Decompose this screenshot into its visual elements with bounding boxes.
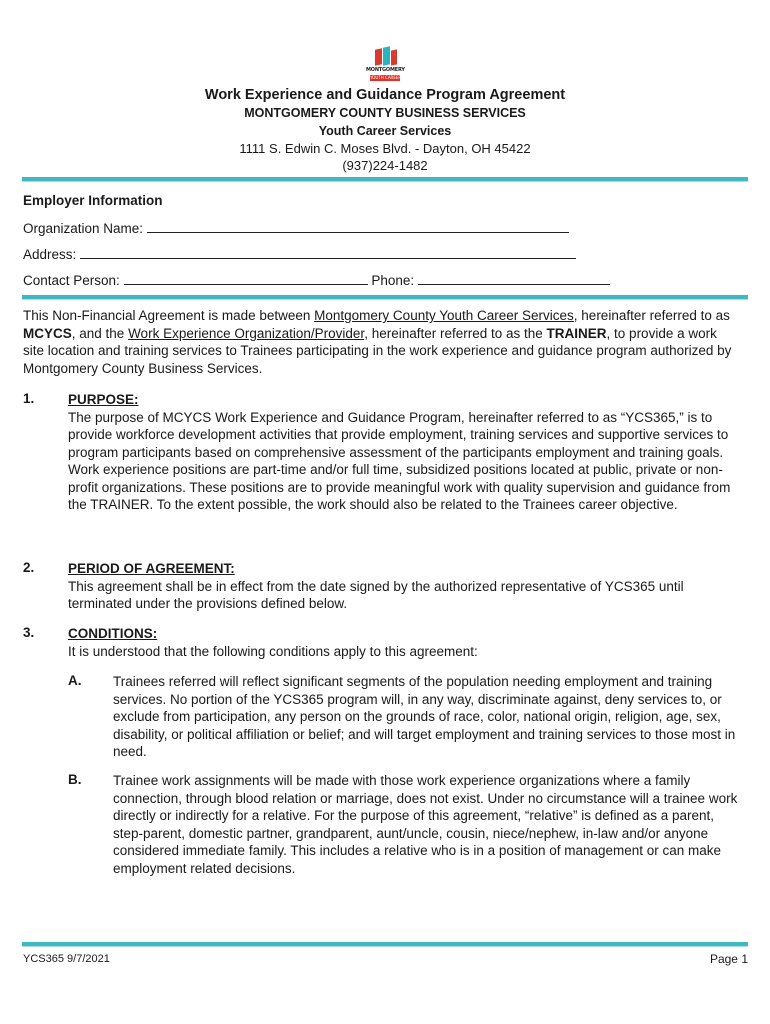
section-2-number: 2. — [23, 560, 35, 575]
condition-b-letter: B. — [68, 772, 82, 787]
page-number: Page 1 — [709, 952, 748, 966]
logo-wordmark: MONTGOMERY — [366, 67, 405, 73]
contact-input-line[interactable] — [124, 272, 368, 285]
section-2-text: This agreement shall be in effect from the date signed by the authorized representative of YCS365 until terminated under the provisions defined below. — [68, 578, 684, 611]
condition-b-text: Trainee work assignments will be made with those work experience organizations where a family connection, through blood relation or marriage, does not exist. Under no circumstance will a trainee work directly or indirectly for a relative. For the purpose of this agreement, “relative” is defined as a parent, step-parent, domestic partner, grandparent, aunt/uncle, cousin, niece/nephew, in-law and/or anyone considered immediate family. This includes a relative who is in a position of management or can make employment related decisions. — [113, 773, 738, 876]
contact-field — [23, 272, 610, 288]
section-1-purpose — [68, 391, 740, 514]
contact-label: Contact Person: — [23, 273, 120, 288]
employer-info-heading: Employer Information — [23, 193, 163, 208]
phone-input-line[interactable] — [418, 272, 610, 285]
divider-middle — [22, 295, 748, 300]
divider-footer — [22, 942, 748, 947]
organization-logo — [364, 46, 422, 88]
org-name-label: Organization Name: — [23, 221, 144, 236]
address-input-line[interactable] — [80, 246, 576, 259]
section-1-text-1: The purpose of MCYCS Work Experience and Guidance Program, hereinafter referred to as “YCS365,” is to provide workforce development activities that provide employment, training services and supportive services to program participants based on comprehensive assessment of the participants employment and training goals. — [68, 409, 729, 460]
provider-full-name: Work Experience Organization/Provider — [128, 325, 365, 341]
organization-phone: (937)224-1482 — [342, 158, 428, 173]
intro-text-4: , hereinafter referred to as the — [364, 325, 547, 341]
document-title: Work Experience and Guidance Program Agreement — [204, 87, 566, 103]
address-field — [23, 246, 576, 262]
form-id: YCS365 9/7/2021 — [23, 953, 110, 965]
organization-name: MONTGOMERY COUNTY BUSINESS SERVICES — [244, 106, 526, 120]
intro-paragraph — [23, 307, 738, 377]
divider-top — [22, 177, 748, 182]
intro-text-1: This Non-Financial Agreement is made between — [23, 308, 315, 323]
intro-text-2: , hereinafter referred to as — [573, 308, 730, 323]
logo-banner: YOUTH CAREER SERVICES — [370, 75, 422, 80]
section-3-conditions — [68, 625, 740, 660]
phone-label: Phone: — [371, 273, 415, 288]
section-1-text-2: Work experience positions are part-time and/or full time, subsidized positions located at public, private or non-profit organizations. These positions are to provide meaningful work with quality supervision and guidance from the TRAINER. To the extent possible, the work should also be related to the Trainees career objective. — [68, 462, 731, 512]
section-3-text: It is understood that the following conditions apply to this agreement: — [68, 643, 478, 659]
logo-red-bar — [375, 48, 382, 65]
mcycs-abbrev: MCYCS — [23, 325, 72, 341]
section-2-period — [68, 560, 740, 613]
trainer-label: TRAINER — [546, 325, 607, 341]
intro-text-5: , to provide a work site location and training services to Trainees participating in the work experience and guidance program authorized by Montgomery County Business Services. — [23, 325, 732, 376]
org-name-input-line[interactable] — [147, 220, 569, 233]
section-2-heading: PERIOD OF AGREEMENT: — [68, 561, 235, 576]
section-1-heading: PURPOSE: — [68, 392, 139, 407]
intro-text-3: , and the — [71, 325, 129, 341]
address-label: Address: — [23, 247, 77, 262]
section-1-number: 1. — [23, 391, 35, 406]
organization-address: 1111 S. Edwin C. Moses Blvd. - Dayton, OH 45422 — [239, 141, 531, 156]
section-3-heading: CONDITIONS: — [68, 626, 158, 641]
logo-teal-bar — [383, 46, 390, 65]
unit-name: Youth Career Services — [318, 124, 452, 138]
org-name-field — [23, 220, 569, 236]
logo-red-bar-right — [391, 49, 397, 65]
condition-a-text: Trainees referred will reflect significant segments of the population needing employment and training services. No portion of the YCS365 program will, in any way, discriminate against, deny services to, or exclude from participation, any person on the grounds of race, color, national origin, religion, age, sex, disability, or political affiliation or belief; and will target employment and training services to those most in need. — [113, 674, 736, 759]
condition-a-letter: A. — [68, 673, 82, 688]
section-3-number: 3. — [23, 625, 35, 640]
mcycs-full-name: Montgomery County Youth Career Services — [314, 308, 574, 323]
